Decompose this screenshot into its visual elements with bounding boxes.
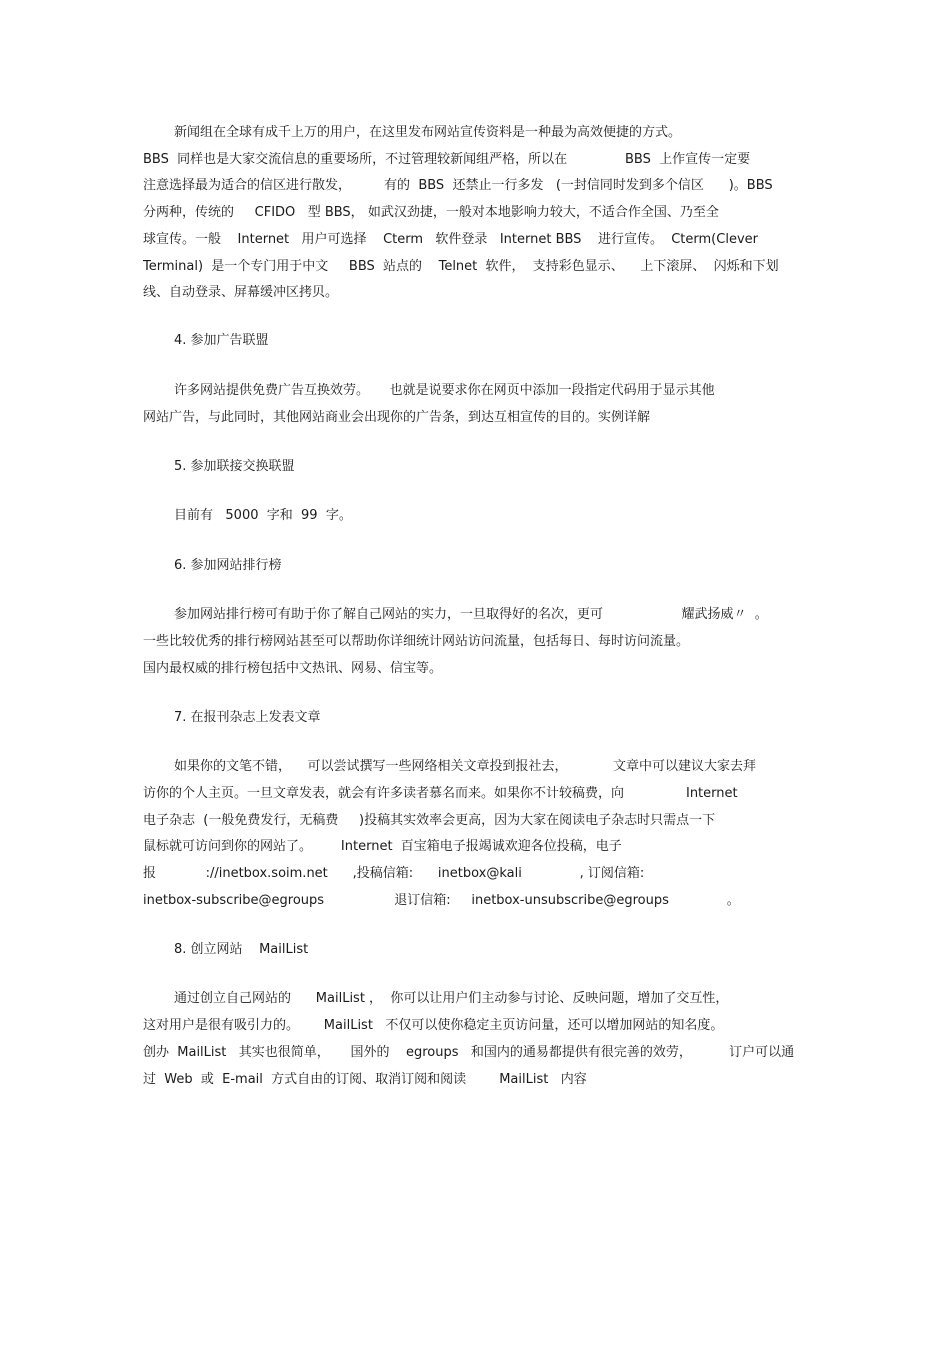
paragraph-line: 许多网站提供免费广告互换效劳。 也就是说要求你在网页中添加一段指定代码用于显示其他 (174, 383, 715, 398)
paragraph-line: 参加网站排行榜可有助于你了解自己网站的实力，一旦取得好的名次，更可 耀武扬威〃 。 (174, 607, 768, 622)
paragraph-line: 通过创立自己网站的 MailList ， 你可以让用户们主动参与讨论、反映问题，增加了交互性， (174, 991, 729, 1006)
paragraph-line: 创办 MailList 其实也很简单， 国外的 egroups 和国内的通易都提供有很完善的效劳， 订户可以通 (143, 1045, 795, 1060)
section-heading: 4. 参加广告联盟 (174, 333, 269, 348)
paragraph-line: 分两种，传统的 CFIDO 型 BBS， 如武汉劲捷，一般对本地影响力较大，不适合作全国、乃至全 (143, 205, 719, 220)
paragraph-line: inetbox-subscribe@egroups 退订信箱: inetbox-unsubscribe@egroups 。 (143, 893, 740, 908)
section-heading: 5. 参加联接交换联盟 (174, 459, 295, 474)
paragraph-line: 网站广告，与此同时，其他网站商业会出现你的广告条，到达互相宣传的目的。实例详解 (143, 410, 651, 425)
paragraph-line: BBS 同样也是大家交流信息的重要场所，不过管理较新闻组严格，所以在 BBS 上作宣传一定要 (143, 152, 751, 167)
section-heading: 7. 在报刊杂志上发表文章 (174, 710, 321, 725)
paragraph-line: 如果你的文笔不错， 可以尝试撰写一些网络相关文章投到报社去， 文章中可以建议大家去拜 (174, 759, 756, 774)
paragraph-line: 新闻组在全球有成千上万的用户，在这里发布网站宣传资料是一种最为高效便捷的方式。 (174, 125, 682, 140)
paragraph-line: 这对用户是很有吸引力的。 MailList 不仅可以使你稳定主页访问量，还可以增加网站的知名度。 (143, 1018, 724, 1033)
paragraph-line: Terminal) 是一个专门用于中文 BBS 站点的 Telnet 软件， 支持彩色显示、 上下滚屏、 闪烁和下划 (143, 259, 779, 274)
section-heading: 8. 创立网站 MailList (174, 942, 309, 957)
paragraph-line: 球宣传。一般 Internet 用户可选择 Cterm 软件登录 Internet BBS 进行宣传。 Cterm(Clever (143, 232, 758, 247)
paragraph-line: 电子杂志 (一般免费发行，无稿费 )投稿其实效率会更高，因为大家在阅读电子杂志时只需点一下 (143, 813, 716, 828)
paragraph-line: 鼠标就可访问到你的网站了。 Internet 百宝箱电子报竭诚欢迎各位投稿，电子 (143, 839, 622, 854)
section-heading: 6. 参加网站排行榜 (174, 558, 282, 573)
paragraph-line: 注意选择最为适合的信区进行散发， 有的 BBS 还禁止一行多发 (一封信同时发到多个信区 )。BBS (143, 178, 773, 193)
paragraph-line: 访你的个人主页。一旦文章发表，就会有许多读者慕名而来。如果你不计较稿费，向 Internet (143, 786, 738, 801)
paragraph-line: 过 Web 或 E-mail 方式自由的订阅、取消订阅和阅读 MailList 内容 (143, 1072, 587, 1087)
paragraph-line: 一些比较优秀的排行榜网站甚至可以帮助你详细统计网站访问流量，包括每日、每时访问流量。 (143, 634, 690, 649)
paragraph-line: 国内最权威的排行榜包括中文热讯、网易、信宝等。 (143, 661, 443, 676)
paragraph-line: 目前有 5000 字和 99 字。 (174, 508, 352, 523)
paragraph-line: 报 ://inetbox.soim.net ,投稿信箱: inetbox@kali , 订阅信箱: (143, 866, 645, 881)
paragraph-line: 线、自动登录、屏幕缓冲区拷贝。 (143, 285, 339, 300)
